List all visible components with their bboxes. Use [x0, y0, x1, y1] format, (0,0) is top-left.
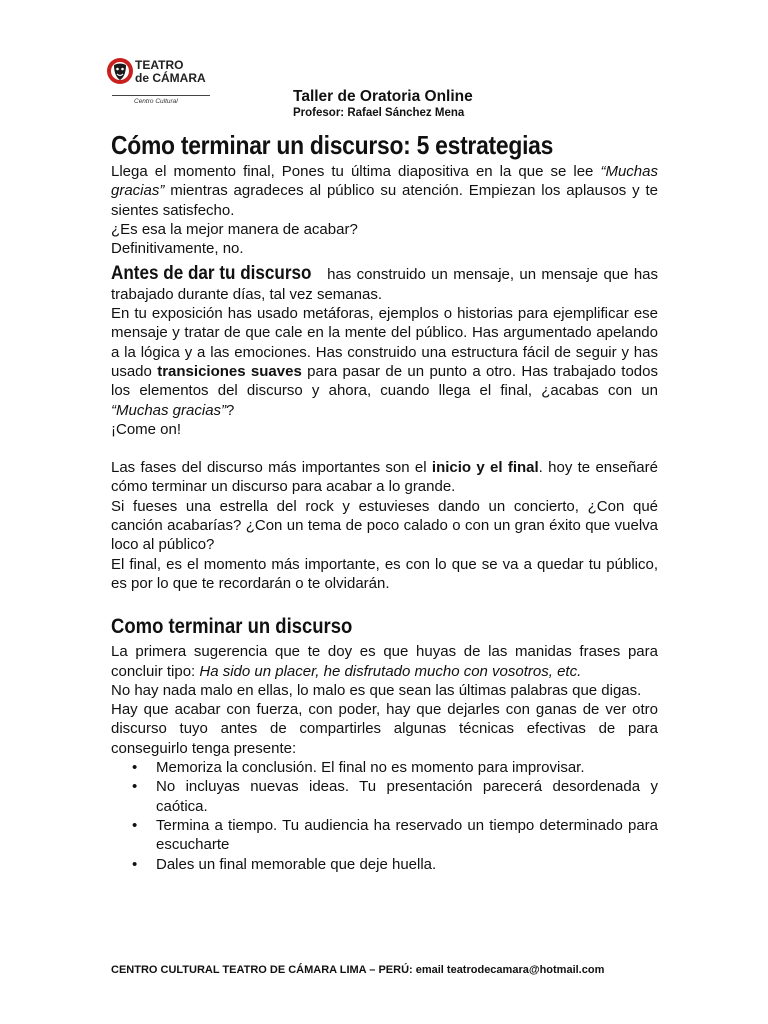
text-run: ?	[226, 401, 235, 419]
professor-name: Profesor: Rafael Sánchez Mena	[293, 107, 465, 119]
antes-paragraph	[111, 264, 658, 304]
emphasis-text: “Muchas gracias”	[111, 163, 658, 200]
page-footer: CENTRO CULTURAL TEATRO DE CÁMARA LIMA – PERÚ: email teatrodecamara@hotmail.com	[111, 964, 605, 976]
spacer	[111, 439, 658, 458]
text-run: Llega el momento final, Pones tu última diapositiva en la que se lee	[111, 163, 601, 180]
text-run: para pasar de un punto a otro. Has trabajado todos los elementos del discurso y ahora, cuando llega el final, ¿acabas con un	[111, 362, 658, 400]
rockstar-paragraph: Si fueses una estrella del rock y estuvieses dando un concierto, ¿Con qué canción acabarías? ¿Con un tema de poco calado o con un gran éxito que vuelva loco al público?	[111, 497, 658, 554]
text-run: has construido un mensaje, un mensaje que has trabajado durante días, tal vez semanas.	[111, 266, 658, 303]
list-item: • Termina a tiempo. Tu audiencia ha reservado un tiempo determinado para escucharte	[156, 816, 658, 855]
list-item: • Dales un final memorable que deje huella.	[156, 855, 658, 874]
theatre-logo	[106, 56, 216, 106]
force-paragraph: Hay que acabar con fuerza, con poder, hay que dejarles con ganas de ver otro discurso tuyo antes de compartirles algunas técnicas efectivas de para conseguirlo tenga presente:	[111, 701, 658, 757]
logo-wordmark	[135, 59, 206, 85]
document-body	[111, 128, 658, 874]
logo-divider	[112, 95, 210, 96]
logo-line1: TEATRO	[135, 58, 184, 72]
inline-heading: Antes de dar tu discurso	[111, 263, 312, 285]
suggestion-paragraph	[111, 642, 658, 681]
logo-subtitle: Centro Cultural	[134, 98, 178, 105]
section-heading: Como terminar un discurso	[111, 615, 353, 639]
text-run: . hoy te enseñaré cómo terminar un discurso para acabar a lo grande.	[111, 459, 658, 496]
logo-line2: de CÁMARA	[135, 71, 206, 85]
final-paragraph: El final, es el momento más importante, es con lo que se va a quedar tu público, es por lo que te recordarán o te olvidarán.	[111, 555, 658, 592]
text-run: En tu exposición has usado metáforas, ejemplos o historias para ejemplificar ese mensaje y tratar de que cale en la mente del público. Has argumentado apelando a la lógica y a las emociones. Has construido una estructura fácil de seguir y has usado	[111, 305, 658, 380]
text-run: mientras agradeces al público su atención. Empiezan los aplausos y te sientes satisfecho.	[111, 182, 658, 219]
exclamation-line: ¡Come on!	[111, 420, 182, 438]
theatre-mask-icon	[106, 56, 134, 90]
emphasis-text: Ha sido un placer, he disfrutado mucho con vosotros, etc.	[199, 662, 582, 680]
main-heading: Cómo terminar un discurso: 5 estrategias	[111, 130, 554, 160]
tips-list	[111, 758, 658, 874]
question-line: ¿Es esa la mejor manera de acabar?	[111, 220, 358, 238]
list-item: • Memoriza la conclusión. El final no es momento para improvisar.	[156, 758, 658, 777]
list-item: • No incluyas nuevas ideas. Tu presentación parecerá desordenada y caótica.	[156, 777, 658, 816]
phases-paragraph	[111, 458, 658, 497]
emphasis-text: “Muchas gracias”	[111, 401, 227, 419]
no-harm-paragraph: No hay nada malo en ellas, lo malo es que sean las últimas palabras que digas.	[111, 681, 642, 699]
spacer	[111, 593, 658, 612]
bold-text: inicio y el final	[431, 459, 539, 477]
intro-paragraph	[111, 162, 658, 220]
bold-text: transiciones suaves	[157, 362, 302, 380]
text-run: Las fases del discurso más importantes son el	[111, 459, 432, 477]
answer-line: Definitivamente, no.	[111, 240, 244, 258]
text-run: La primera sugerencia que te doy es que huyas de las manidas frases para concluir tipo:	[111, 643, 658, 680]
exposition-paragraph	[111, 304, 658, 420]
course-title: Taller de Oratoria Online	[293, 88, 473, 105]
